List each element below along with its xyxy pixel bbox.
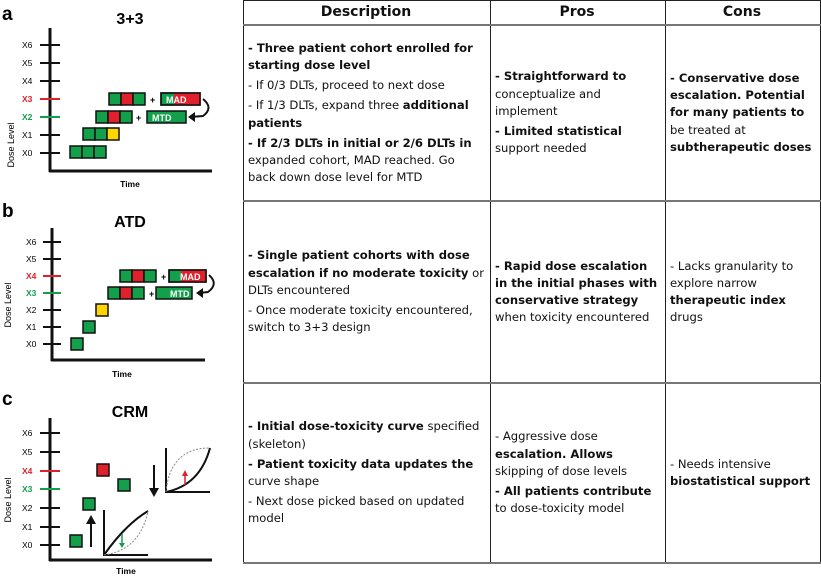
cell-pros bbox=[491, 25, 666, 201]
bullet-item: - Patient toxicity data updates the curve shape bbox=[248, 456, 474, 488]
mtd-label: MTD bbox=[152, 113, 172, 123]
down-arrow-icon bbox=[149, 465, 159, 497]
tick-x6: X6 bbox=[22, 428, 33, 438]
svg-text:+: + bbox=[161, 272, 167, 282]
svg-text:+: + bbox=[136, 113, 142, 123]
cell-cons bbox=[666, 201, 821, 383]
bullet-item: - Next dose picked based on updated model bbox=[248, 494, 465, 526]
tick-x6: X6 bbox=[22, 40, 33, 50]
mtd-label: MTD bbox=[170, 289, 190, 299]
panel-crm bbox=[0, 385, 240, 577]
dose-escalation-diagram-atd bbox=[0, 195, 240, 385]
panel-title: ATD bbox=[114, 214, 146, 231]
x-axis-label: Time bbox=[120, 179, 140, 189]
mad-label: MAD bbox=[180, 272, 201, 282]
tick-x0: X0 bbox=[26, 339, 37, 349]
svg-text:+: + bbox=[150, 95, 156, 105]
tick-x1: X1 bbox=[22, 130, 33, 140]
bullet-item: - If 1/3 DLTs, expand three additional patients bbox=[248, 98, 469, 130]
tick-x3-mad: X3 bbox=[22, 94, 33, 104]
dose-toxicity-curve-updated bbox=[166, 448, 210, 492]
y-axis-label: Dose Level bbox=[3, 282, 13, 328]
dose-escalation-diagram-3plus3 bbox=[0, 0, 240, 195]
panel-atd bbox=[0, 195, 240, 385]
bullet-item: - Once moderate toxicity encountered, switch to 3+3 design bbox=[248, 303, 473, 335]
panel-title: 3+3 bbox=[116, 11, 144, 28]
cell-description bbox=[244, 25, 491, 201]
bullet-item: - Needs intensive biostatistical support bbox=[670, 456, 811, 488]
tick-x0: X0 bbox=[22, 540, 33, 550]
table-row-3plus3 bbox=[244, 25, 821, 201]
tick-x0: X0 bbox=[22, 148, 33, 158]
x-axis-label: Time bbox=[116, 566, 136, 576]
tick-x4-mad: X4 bbox=[26, 271, 37, 281]
table-header-row bbox=[244, 1, 821, 26]
mad-label: MAD bbox=[166, 95, 187, 105]
cell-pros bbox=[491, 201, 666, 383]
tick-x1: X1 bbox=[22, 522, 33, 532]
table-row-atd bbox=[244, 201, 821, 383]
tick-x1: X1 bbox=[26, 322, 37, 332]
cell-cons bbox=[666, 25, 821, 201]
tick-x5: X5 bbox=[22, 58, 33, 68]
bullet-item: - Straightforward to conceptualize and implement bbox=[495, 69, 627, 118]
bullet-item: - Single patient cohorts with dose escalation if no moderate toxicity or DLTs encountered bbox=[248, 248, 484, 297]
bullet-item: - Conservative dose escalation. Potential for many patients to be treated at subtherapeutic doses bbox=[670, 70, 812, 154]
panel-letter: c bbox=[2, 389, 13, 410]
panel-letter: a bbox=[2, 4, 13, 25]
panel-title: CRM bbox=[111, 404, 149, 421]
comparison-table bbox=[243, 0, 821, 564]
bullet-item: - If 0/3 DLTs, proceed to next dose bbox=[248, 78, 445, 93]
svg-text:+: + bbox=[149, 289, 155, 299]
header-pros: Pros bbox=[491, 1, 666, 26]
tick-x2: X2 bbox=[22, 503, 33, 513]
dose-escalation-diagram-crm bbox=[0, 385, 240, 577]
tick-x6: X6 bbox=[26, 237, 37, 247]
tick-x4: X4 bbox=[22, 76, 33, 86]
tick-x4-mad: X4 bbox=[22, 466, 33, 476]
cell-description bbox=[244, 383, 491, 563]
y-axis-label: Dose Level bbox=[3, 477, 13, 523]
up-arrow-icon bbox=[86, 515, 96, 547]
bullet-item: - Rapid dose escalation in the initial phases with conservative strategy when toxicity encountered bbox=[495, 258, 658, 325]
bullet-item: - Limited statistical support needed bbox=[495, 124, 622, 156]
panel-3plus3 bbox=[0, 0, 240, 195]
x-axis-label: Time bbox=[112, 369, 132, 379]
tick-x2-mtd: X2 bbox=[22, 112, 33, 122]
tick-x5: X5 bbox=[26, 254, 37, 264]
bullet-item: - Initial dose-toxicity curve specified (skeleton) bbox=[248, 419, 480, 451]
tick-x2: X2 bbox=[26, 305, 37, 315]
cell-pros bbox=[491, 383, 666, 563]
tick-x3-mtd: X3 bbox=[22, 484, 33, 494]
y-axis-label: Dose Level bbox=[6, 122, 16, 168]
panel-letter: b bbox=[2, 201, 14, 222]
header-cons: Cons bbox=[666, 1, 821, 26]
cell-cons bbox=[666, 383, 821, 563]
table-row-crm bbox=[244, 383, 821, 563]
bullet-item: - Lacks granularity to explore narrow therapeutic index drugs bbox=[670, 258, 794, 325]
bullet-item: - All patients contribute to dose-toxicity model bbox=[495, 484, 652, 516]
bullet-item: - Aggressive dose escalation. Allows skipping of dose levels bbox=[495, 429, 628, 478]
bullet-item: - If 2/3 DLTs in initial or 2/6 DLTs in expanded cohort, MAD reached. Go back down dose level for MTD bbox=[248, 135, 472, 185]
tick-x5: X5 bbox=[22, 447, 33, 457]
bullet-item: - Three patient cohort enrolled for starting dose level bbox=[248, 40, 473, 72]
cell-description bbox=[244, 201, 491, 383]
dose-toxicity-curve-skeleton bbox=[104, 510, 148, 555]
cohort-blocks bbox=[71, 270, 206, 350]
tick-x3-mtd: X3 bbox=[26, 288, 37, 298]
header-description: Description bbox=[244, 1, 491, 26]
